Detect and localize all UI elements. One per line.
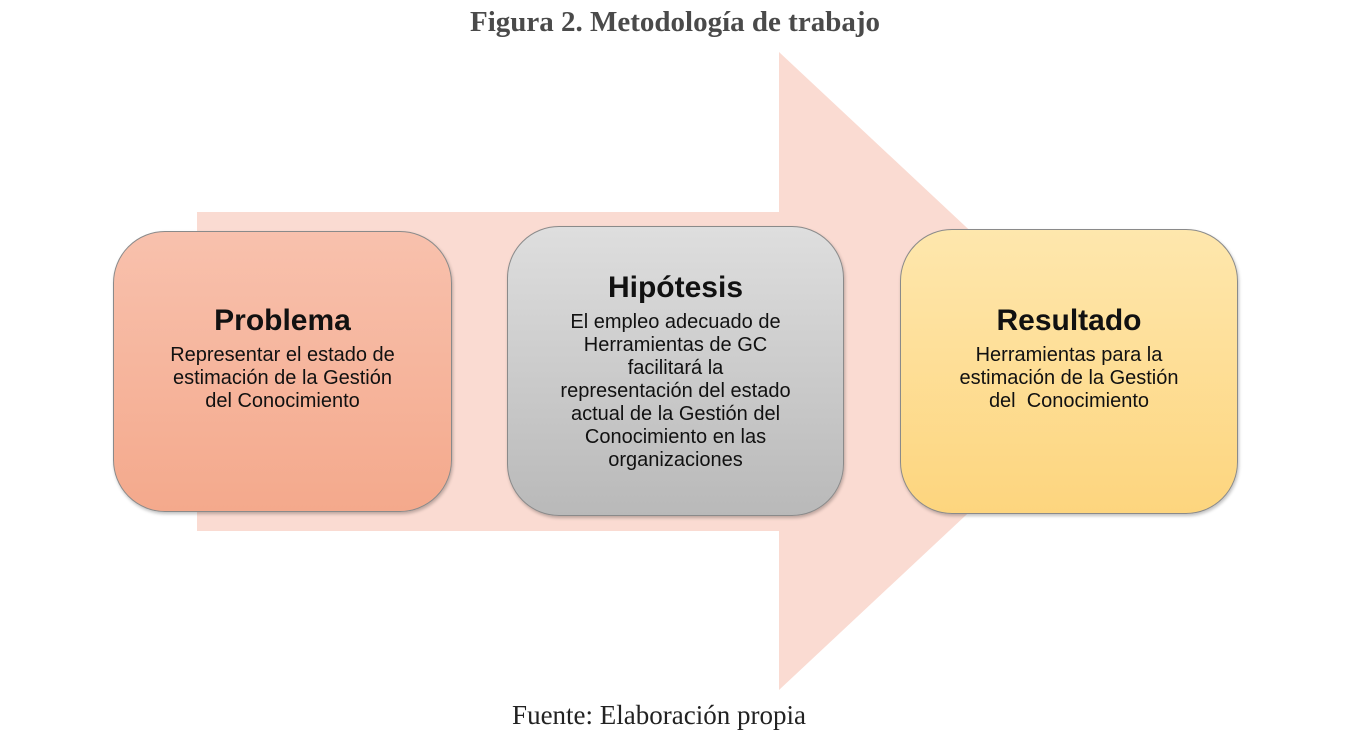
step-text-line: representación del estado bbox=[560, 379, 791, 402]
figure-caption: Fuente: Elaboración propia bbox=[512, 700, 806, 730]
step-text-line: del Conocimiento bbox=[988, 390, 1150, 412]
step-text-line: estimación de la Gestión bbox=[959, 367, 1179, 389]
step-text-line: Representar el estado de bbox=[170, 344, 395, 366]
figure-title: Figura 2. Metodología de trabajo bbox=[470, 6, 880, 38]
step-text-line: estimación de la Gestión bbox=[172, 367, 392, 389]
step-text-resultado bbox=[939, 344, 1198, 413]
step-text-line: Herramientas para la bbox=[975, 344, 1163, 366]
step-box-hipotesis bbox=[507, 226, 844, 516]
step-text-line: facilitará la bbox=[627, 356, 724, 379]
step-heading-resultado: Resultado bbox=[996, 304, 1142, 337]
step-text-line: organizaciones bbox=[608, 448, 743, 471]
step-text-problema bbox=[150, 344, 415, 413]
step-text-line: El empleo adecuado de bbox=[570, 310, 781, 333]
step-box-resultado bbox=[900, 229, 1238, 514]
step-heading-problema: Problema bbox=[214, 304, 351, 337]
step-text-line: actual de la Gestión del bbox=[570, 402, 781, 425]
step-text-hipotesis bbox=[542, 311, 808, 472]
step-text-line: Conocimiento en las bbox=[584, 425, 767, 448]
step-text-line: Herramientas de GC bbox=[583, 333, 768, 356]
step-text-line: del Conocimiento bbox=[205, 390, 360, 412]
step-box-problema bbox=[113, 231, 452, 512]
step-heading-hipotesis: Hipótesis bbox=[607, 270, 744, 304]
